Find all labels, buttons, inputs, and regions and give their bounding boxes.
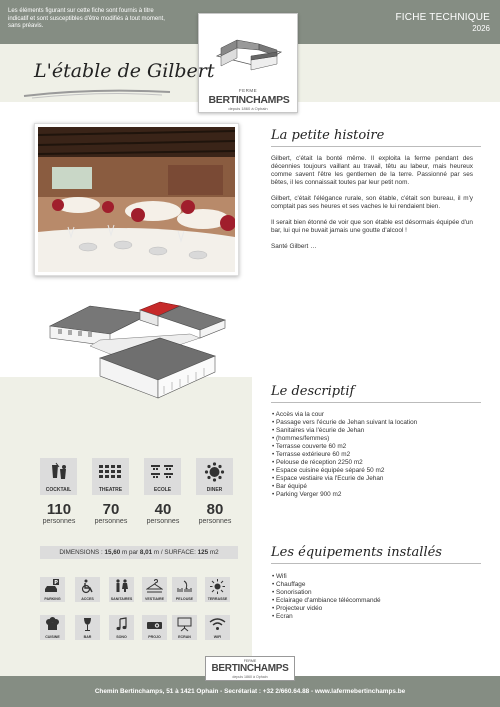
equip-label: SONO (116, 635, 127, 639)
room-title: L'étable de Gilbert (34, 60, 215, 82)
equipements-underline (271, 563, 481, 564)
fiche-year: 2026 (472, 24, 490, 33)
descriptif-heading: Le descriptif (271, 384, 355, 399)
farm-logo-icon (211, 26, 287, 84)
school-unit: personnes (146, 518, 180, 525)
sound-badge (109, 615, 134, 640)
dinner-icon (200, 462, 229, 484)
disclaimer-text: Les éléments figurant sur cette fiche sont fournis à titre indicatif et sont susceptibles d'être modifiés à tout moment, sans préavis. (8, 8, 165, 29)
equip-label: WIFI (213, 635, 222, 639)
room-photo-image (38, 127, 235, 272)
cap-label: THEATRE (98, 487, 123, 493)
cocktail-capacity-icon (40, 458, 77, 495)
equip-label: TERRASSE (207, 597, 228, 601)
theatre-capacity-icon (92, 458, 129, 495)
music-note-icon (113, 617, 130, 632)
dims-unit: m2 (209, 549, 219, 556)
equipement-item: • Chauffage (272, 581, 477, 589)
theatre-unit: personnes (94, 518, 128, 525)
equipements-list (272, 573, 477, 621)
equip-label: BAR (83, 635, 92, 639)
cap-label: COCKTAIL (45, 487, 72, 493)
dims-par: m par (122, 549, 139, 556)
school-capacity-icon (144, 458, 181, 495)
history-text (271, 155, 473, 259)
dimensions-bar (40, 546, 238, 559)
descriptif-item: • Espace cuisine équipée séparé 50 m2 (272, 467, 477, 475)
equipement-item: • Projecteur vidéo (272, 605, 477, 613)
descriptif-underline (271, 402, 481, 403)
footer-logo-name: BERTINCHAMPS (211, 663, 289, 674)
dinner-count: 80 (206, 501, 224, 518)
descriptif-item: • Passage vers l'écurie de Jehan suivant la location (272, 419, 477, 427)
cocktail-count: 110 (46, 501, 72, 518)
descriptif-item: • Terrasse extérieure 60 m2 (272, 451, 477, 459)
equip-label: ACCES (81, 597, 94, 601)
equip-label: PARKING (44, 597, 61, 601)
dims-label: DIMENSIONS : (59, 549, 103, 556)
chef-hat-icon (44, 617, 61, 632)
cap-label: DINER (206, 487, 223, 493)
logo-depuis: depuis 1860 à Ophain (228, 106, 268, 111)
dinner-capacity-icon (196, 458, 233, 495)
descriptif-item: • Pelouse de réception 2250 m2 (272, 459, 477, 467)
wifi-badge (205, 615, 230, 640)
cap-label: ECOLE (153, 487, 172, 493)
screen-badge (172, 615, 197, 640)
equipement-item: • Ecran (272, 613, 477, 621)
restroom-icon (113, 579, 130, 594)
lawn-icon (176, 579, 193, 594)
history-heading: La petite histoire (271, 128, 385, 143)
logo-ferme: FERME (238, 88, 258, 93)
descriptif-item: • Bar équipé (272, 483, 477, 491)
terrace-badge (205, 577, 230, 602)
svg-text:P: P (54, 580, 58, 586)
theatre-count: 70 (102, 501, 120, 518)
equip-label: VESTIAIRE (145, 597, 164, 601)
history-underline (271, 146, 481, 147)
cloakroom-badge (142, 577, 167, 602)
parking-icon (44, 579, 61, 594)
equipement-item: • Eclairage d'ambiance télécommandé (272, 597, 477, 605)
history-paragraph-2: Gilbert, c'était l'élégance rurale, son étable, c'était son bureau, il m'y comptait pas ses heures et ses vaches le lui rendaient bien. (271, 195, 473, 210)
school-icon (148, 462, 177, 484)
dims-length: 15,60 (104, 549, 121, 556)
title-swoosh (22, 86, 172, 100)
equip-label: SANITAIRES (110, 597, 133, 601)
projector-badge (142, 615, 167, 640)
fiche-title: FICHE TECHNIQUE (395, 12, 490, 23)
equipements-heading: Les équipements installés (271, 545, 442, 560)
hanger-icon (146, 579, 163, 594)
descriptif-item: • Parking Verger 900 m2 (272, 491, 477, 499)
equip-label: ECRAN (178, 635, 191, 639)
footer-address: Chemin Bertinchamps, 51 à 1421 Ophain - Secrétariat : +32 2/660.64.88 - www.lafermebertinchamps.be (94, 688, 406, 695)
cocktail-icon (44, 462, 73, 484)
descriptif-item: • Terrasse couverte 60 m2 (272, 443, 477, 451)
history-paragraph-1: Gilbert, c'était la bonté même. Il exploita la ferme pendant des décennies toujours vaillant au travail, têtu au labeur, mais heureux comme savent l'être les gentlemen de la terre. Passionné par ses bêtes, il les connaissait toutes par leur petit nom. (271, 155, 473, 186)
equip-label: PELOUSE (175, 597, 194, 601)
descriptif-item: • (hommes/femmes) (272, 435, 477, 443)
equipement-item: • Sonorisation (272, 589, 477, 597)
cocktail-unit: personnes (42, 518, 76, 525)
room-photo (34, 123, 239, 276)
theatre-icon (96, 462, 125, 484)
history-paragraph-3: Il serait bien étonné de voir que son étable est désormais équipée d'un bar, lui qui ne buvait jamais une goutte d'alcool ! (271, 219, 473, 234)
school-count: 40 (154, 501, 172, 518)
descriptif-item: • Sanitaires via l'écurie de Jehan (272, 427, 477, 435)
lawn-badge (172, 577, 197, 602)
descriptif-item: • Accès via la cour (272, 411, 477, 419)
equipement-item: • Wifi (272, 573, 477, 581)
projector-icon (146, 617, 163, 632)
equip-label: CUISINE (45, 635, 60, 639)
sun-icon (209, 579, 226, 594)
footer-logo-depuis: depuis 1860 à Ophain (232, 675, 268, 679)
parking-badge (40, 577, 65, 602)
descriptif-list (272, 411, 477, 499)
dinner-unit: personnes (198, 518, 232, 525)
descriptif-item: • Espace vestiaire via l'Ecurie de Jehan (272, 475, 477, 483)
access-badge (75, 577, 100, 602)
dims-sep: m / SURFACE: (153, 549, 196, 556)
bar-badge (75, 615, 100, 640)
restroom-badge (109, 577, 134, 602)
equip-label: PROJO (148, 635, 161, 639)
history-paragraph-4: Santé Gilbert … (271, 243, 317, 250)
building-3d-drawing (40, 298, 230, 418)
dims-width: 8,01 (139, 549, 153, 556)
logo-name: BERTINCHAMPS (208, 94, 290, 106)
dims-surface: 125 (197, 549, 209, 556)
footer-logo-ferme: FERME (243, 659, 257, 663)
screen-icon (176, 617, 193, 632)
kitchen-badge (40, 615, 65, 640)
wine-glass-icon (79, 617, 96, 632)
wifi-icon (209, 617, 226, 632)
footer-logo (205, 656, 295, 681)
wheelchair-icon (79, 579, 96, 594)
